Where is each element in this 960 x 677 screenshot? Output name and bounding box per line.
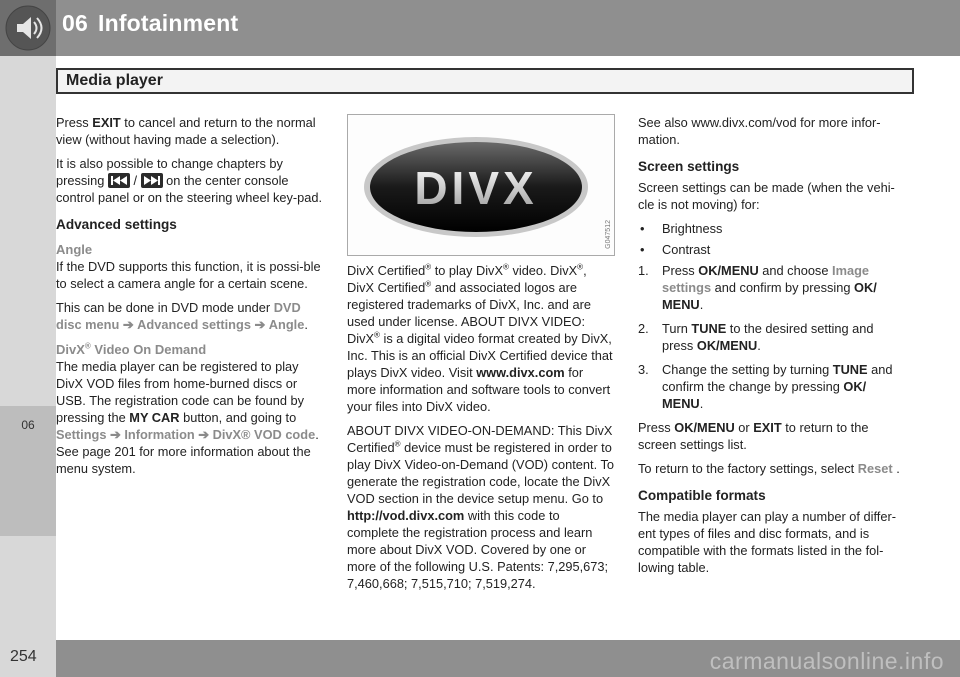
divx-logo-figure [347,114,615,256]
chapter-number: 06 [62,10,88,36]
vod-link: http://vod.divx.com [347,508,465,523]
paragraph-exit: Press EXIT to cancel and return to the normal view (without having made a selection). [56,115,316,147]
heading-angle: Angle [56,242,93,257]
paragraph-reset: To return to the factory settings, select Reset . [638,461,900,476]
paragraph-divx-certified: DivX Certified® to play DivX® video. DivX®, DivX Certified® and associated logos are registered trademarks of DivX, Inc. and are used under license. ABOUT DIVX VIDEO: DivX® is a digital video format created by DivX, Inc. This is an official DivX Certified device that plays DivX video. Visit www.divx.com for more information and software tools to convert your files into DivX video. [347,262,613,414]
list-item: • Contrast [638,241,906,258]
paragraph-divx-vod: ABOUT DIVX VIDEO-ON-DEMAND: This DivX Certified® device must be registered in order to play DivX Video-on-Demand (VOD) content. To generate the registration code, locate the DivX VOD section in the device setup menu. Go to http://vod.divx.com with this code to complete the registration process and learn more about DivX VOD. Covered by one or more of the following U.S. Patents: 7,295,673; 7,460,668; 7,515,710; 7,519,274. [347,423,614,591]
arrow-right-icon: ➔ [122,317,134,332]
column-middle [347,262,615,599]
step-1: 1. Press OK/MENU and choose Image settings and confirm by pressing OK/ MENU. [638,263,877,312]
paragraph-see-also: See also www.divx.com/vod for more infor-mation. [638,115,881,147]
watermark: carmanualsonline.info [709,648,944,674]
heading-screen-settings: Screen settings [638,159,740,174]
heading-advanced-settings: Advanced settings [56,217,177,232]
column-right [638,114,906,583]
paragraph-screen-settings: Screen settings can be made (when the vehi-cle is not moving) for: [638,180,895,212]
speaker-icon [0,0,56,56]
screen-settings-list [638,220,906,258]
paragraph-return: Press OK/MENU or EXIT to return to the screen settings list. [638,420,869,452]
heading-divx-vod: DivX® Video On Demand [56,341,207,357]
chapter-name: Infotainment [97,10,239,36]
paragraph-chapters: It is also possible to change chapters by pressing / on the center console control panel or on the steering wheel key-pad. [56,156,323,205]
paragraph-formats: The media player can play a number of differ-ent types of files and disc formats, and is compatible with the formats listed in the fol-lowing table. [638,509,896,575]
paragraph-vod: The media player can be registered to play DivX VOD files from home-burned discs or USB. The registration code can be found by pressing the MY CAR button, and going to Settings ➔ Information ➔ DivX® VOD code. See page 201 for more information about the menu system. [56,359,319,476]
chapter-tab-label: 06 [21,418,35,432]
page-number: 254 [10,648,37,665]
arrow-right-icon: ➔ [110,427,121,442]
svg-text:DIVX: DIVX [414,162,538,214]
arrow-right-icon: ➔ [198,427,210,442]
list-item: • Brightness [638,220,906,237]
divx-link: www.divx.com [476,365,565,380]
steps-list [638,262,906,412]
section-title: Media player [56,68,914,94]
step-2: 2. Turn TUNE to the desired setting and press OK/MENU. [638,321,874,353]
paragraph-angle-path: This can be done in DVD mode under DVD disc menu ➔ Advanced settings ➔ Angle. [56,300,308,332]
paragraph-angle: If the DVD supports this function, it is possi-ble to select a camera angle for a certain scene. [56,259,321,291]
chapter-title [62,10,238,37]
next-chapter-icon [141,173,163,188]
divx-logo-icon [348,115,614,255]
previous-chapter-icon [108,173,130,188]
heading-compatible-formats: Compatible formats [638,488,766,503]
arrow-right-icon: ➔ [254,317,266,332]
step-3: 3. Change the setting by turning TUNE and confirm the change by pressing OK/ MENU. [638,362,893,411]
figure-code: G047512 [605,220,612,249]
column-left [56,114,324,484]
chapter-sidebar [0,56,56,640]
